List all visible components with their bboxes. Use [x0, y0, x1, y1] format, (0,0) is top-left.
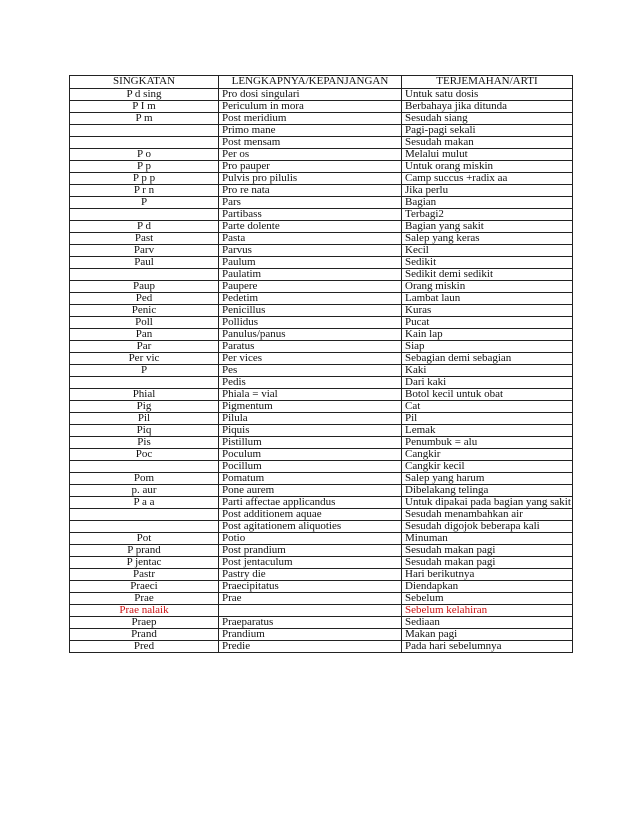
table-row: [70, 557, 573, 569]
cell-full-form: Phiala = vial: [219, 389, 402, 401]
cell-meaning: Bagian yang sakit: [402, 221, 573, 233]
header-full-form: LENGKAPNYA/KEPANJANGAN: [219, 76, 402, 89]
cell-abbreviation: [70, 377, 219, 389]
cell-meaning: Hari berikutnya: [402, 569, 573, 581]
table-row: [70, 221, 573, 233]
cell-meaning: Kaki: [402, 365, 573, 377]
table-row: [70, 485, 573, 497]
table-header: [70, 76, 573, 89]
cell-abbreviation: P: [70, 197, 219, 209]
cell-abbreviation: P p: [70, 161, 219, 173]
table-row: [70, 449, 573, 461]
cell-abbreviation: Pis: [70, 437, 219, 449]
cell-abbreviation: [70, 461, 219, 473]
cell-meaning: Pucat: [402, 317, 573, 329]
table-row: [70, 365, 573, 377]
cell-full-form: Per os: [219, 149, 402, 161]
cell-abbreviation: Poll: [70, 317, 219, 329]
cell-abbreviation: Pom: [70, 473, 219, 485]
table-row: [70, 593, 573, 605]
header-meaning: TERJEMAHAN/ARTI: [402, 76, 573, 89]
table-row: [70, 257, 573, 269]
cell-abbreviation: Phial: [70, 389, 219, 401]
table-row: [70, 605, 573, 617]
cell-abbreviation: [70, 269, 219, 281]
cell-meaning: Salep yang harum: [402, 473, 573, 485]
cell-abbreviation: [70, 125, 219, 137]
cell-abbreviation: P p p: [70, 173, 219, 185]
cell-full-form: Pilula: [219, 413, 402, 425]
table-row: [70, 185, 573, 197]
cell-full-form: Paulum: [219, 257, 402, 269]
cell-full-form: Parti affectae applicandus: [219, 497, 402, 509]
table-row: [70, 461, 573, 473]
cell-meaning: Sebelum: [402, 593, 573, 605]
cell-abbreviation: Pan: [70, 329, 219, 341]
cell-full-form: Prandium: [219, 629, 402, 641]
cell-full-form: Pone aurem: [219, 485, 402, 497]
cell-meaning: Sediaan: [402, 617, 573, 629]
cell-full-form: Piquis: [219, 425, 402, 437]
cell-meaning: Sesudah makan: [402, 137, 573, 149]
cell-abbreviation: P o: [70, 149, 219, 161]
cell-abbreviation: Penic: [70, 305, 219, 317]
cell-abbreviation: P prand: [70, 545, 219, 557]
cell-full-form: Prae: [219, 593, 402, 605]
cell-meaning: Lambat laun: [402, 293, 573, 305]
table-row: [70, 269, 573, 281]
cell-abbreviation: Prae nalaik: [70, 605, 219, 617]
cell-meaning: Bagian: [402, 197, 573, 209]
cell-full-form: Pistillum: [219, 437, 402, 449]
cell-full-form: Pars: [219, 197, 402, 209]
cell-meaning: Camp succus +radix aa: [402, 173, 573, 185]
cell-meaning: Sesudah siang: [402, 113, 573, 125]
cell-abbreviation: Per vic: [70, 353, 219, 365]
table-row: [70, 413, 573, 425]
cell-meaning: Sebagian demi sebagian: [402, 353, 573, 365]
table-row: [70, 521, 573, 533]
cell-full-form: Praecipitatus: [219, 581, 402, 593]
cell-abbreviation: Prand: [70, 629, 219, 641]
cell-meaning: Untuk orang miskin: [402, 161, 573, 173]
table-body: [70, 89, 573, 653]
table-row: [70, 437, 573, 449]
cell-meaning: Dari kaki: [402, 377, 573, 389]
cell-full-form: Potio: [219, 533, 402, 545]
cell-meaning: Sesudah digojok beberapa kali: [402, 521, 573, 533]
cell-abbreviation: Past: [70, 233, 219, 245]
cell-meaning: Sesudah makan pagi: [402, 545, 573, 557]
cell-meaning: Diendapkan: [402, 581, 573, 593]
cell-full-form: Pasta: [219, 233, 402, 245]
cell-abbreviation: Pig: [70, 401, 219, 413]
cell-abbreviation: [70, 521, 219, 533]
table-row: [70, 305, 573, 317]
cell-meaning: Sesudah makan pagi: [402, 557, 573, 569]
table-row: [70, 389, 573, 401]
cell-full-form: Pulvis pro pilulis: [219, 173, 402, 185]
cell-full-form: Predie: [219, 641, 402, 653]
cell-meaning: Penumbuk = alu: [402, 437, 573, 449]
cell-full-form: Primo mane: [219, 125, 402, 137]
cell-abbreviation: Praeci: [70, 581, 219, 593]
table-row: [70, 581, 573, 593]
cell-meaning: Cangkir: [402, 449, 573, 461]
cell-abbreviation: Par: [70, 341, 219, 353]
table-row: [70, 149, 573, 161]
cell-full-form: Periculum in mora: [219, 101, 402, 113]
table-row: [70, 545, 573, 557]
cell-full-form: Paupere: [219, 281, 402, 293]
cell-meaning: Dibelakang telinga: [402, 485, 573, 497]
cell-full-form: Post meridium: [219, 113, 402, 125]
cell-abbreviation: P: [70, 365, 219, 377]
table-row: [70, 617, 573, 629]
table-row: [70, 329, 573, 341]
cell-abbreviation: p. aur: [70, 485, 219, 497]
cell-abbreviation: Paup: [70, 281, 219, 293]
cell-meaning: Makan pagi: [402, 629, 573, 641]
cell-abbreviation: Piq: [70, 425, 219, 437]
cell-full-form: Poculum: [219, 449, 402, 461]
cell-abbreviation: Pot: [70, 533, 219, 545]
cell-abbreviation: P d: [70, 221, 219, 233]
cell-full-form: Penicillus: [219, 305, 402, 317]
cell-full-form: Panulus/panus: [219, 329, 402, 341]
cell-abbreviation: [70, 209, 219, 221]
cell-abbreviation: [70, 509, 219, 521]
cell-full-form: Partibass: [219, 209, 402, 221]
cell-meaning: Cat: [402, 401, 573, 413]
cell-meaning: Sebelum kelahiran: [402, 605, 573, 617]
table-row: [70, 425, 573, 437]
cell-full-form: Post agitationem aliquoties: [219, 521, 402, 533]
cell-meaning: Untuk dipakai pada bagian yang sakit: [402, 497, 573, 509]
cell-meaning: Sedikit: [402, 257, 573, 269]
cell-abbreviation: P d sing: [70, 89, 219, 101]
cell-abbreviation: Pil: [70, 413, 219, 425]
table-row: [70, 473, 573, 485]
table-row: [70, 173, 573, 185]
cell-abbreviation: P I m: [70, 101, 219, 113]
cell-abbreviation: Paul: [70, 257, 219, 269]
cell-meaning: Pil: [402, 413, 573, 425]
table-row: [70, 533, 573, 545]
cell-abbreviation: Poc: [70, 449, 219, 461]
cell-meaning: Lemak: [402, 425, 573, 437]
table-row: [70, 509, 573, 521]
cell-abbreviation: Pastr: [70, 569, 219, 581]
table-row: [70, 113, 573, 125]
cell-full-form: Paratus: [219, 341, 402, 353]
table-row: [70, 233, 573, 245]
cell-full-form: Pedis: [219, 377, 402, 389]
cell-full-form: Per vices: [219, 353, 402, 365]
cell-full-form: Pigmentum: [219, 401, 402, 413]
table-row: [70, 353, 573, 365]
table-row: [70, 197, 573, 209]
cell-meaning: Kecil: [402, 245, 573, 257]
table-row: [70, 401, 573, 413]
cell-meaning: Berbahaya jika ditunda: [402, 101, 573, 113]
cell-meaning: Sedikit demi sedikit: [402, 269, 573, 281]
cell-full-form: Post jentaculum: [219, 557, 402, 569]
cell-abbreviation: Prae: [70, 593, 219, 605]
cell-abbreviation: Praep: [70, 617, 219, 629]
abbreviation-table: [69, 75, 573, 653]
table-row: [70, 497, 573, 509]
table-row: [70, 101, 573, 113]
cell-full-form: Parvus: [219, 245, 402, 257]
cell-full-form: Praeparatus: [219, 617, 402, 629]
cell-meaning: Cangkir kecil: [402, 461, 573, 473]
cell-full-form: Post prandium: [219, 545, 402, 557]
table-row: [70, 377, 573, 389]
cell-full-form: Pocillum: [219, 461, 402, 473]
cell-abbreviation: Ped: [70, 293, 219, 305]
table-row: [70, 245, 573, 257]
cell-abbreviation: [70, 137, 219, 149]
cell-full-form: Pro re nata: [219, 185, 402, 197]
cell-abbreviation: P a a: [70, 497, 219, 509]
cell-meaning: Salep yang keras: [402, 233, 573, 245]
cell-full-form: Post additionem aquae: [219, 509, 402, 521]
cell-full-form: Pollidus: [219, 317, 402, 329]
table-row: [70, 641, 573, 653]
cell-full-form: Pes: [219, 365, 402, 377]
cell-meaning: Terbagi2: [402, 209, 573, 221]
table-row: [70, 209, 573, 221]
table-row: [70, 89, 573, 101]
cell-meaning: Sesudah menambahkan air: [402, 509, 573, 521]
table-row: [70, 629, 573, 641]
cell-full-form: Pastry die: [219, 569, 402, 581]
cell-full-form: Pro pauper: [219, 161, 402, 173]
table-row: [70, 125, 573, 137]
cell-meaning: Pagi-pagi sekali: [402, 125, 573, 137]
header-row: [70, 76, 573, 89]
table-row: [70, 161, 573, 173]
cell-meaning: Kain lap: [402, 329, 573, 341]
header-abbreviation: SINGKATAN: [70, 76, 219, 89]
cell-full-form: Post mensam: [219, 137, 402, 149]
cell-full-form: [219, 605, 402, 617]
cell-full-form: Pomatum: [219, 473, 402, 485]
cell-meaning: Pada hari sebelumnya: [402, 641, 573, 653]
table-row: [70, 341, 573, 353]
table-row: [70, 137, 573, 149]
cell-meaning: Untuk satu dosis: [402, 89, 573, 101]
cell-meaning: Jika perlu: [402, 185, 573, 197]
table-row: [70, 317, 573, 329]
cell-abbreviation: P jentac: [70, 557, 219, 569]
cell-full-form: Pro dosi singulari: [219, 89, 402, 101]
cell-meaning: Orang miskin: [402, 281, 573, 293]
cell-abbreviation: Pred: [70, 641, 219, 653]
cell-meaning: Melalui mulut: [402, 149, 573, 161]
cell-meaning: Minuman: [402, 533, 573, 545]
table-row: [70, 293, 573, 305]
cell-full-form: Paulatim: [219, 269, 402, 281]
table-row: [70, 281, 573, 293]
cell-full-form: Pedetim: [219, 293, 402, 305]
cell-meaning: Botol kecil untuk obat: [402, 389, 573, 401]
cell-full-form: Parte dolente: [219, 221, 402, 233]
table-row: [70, 569, 573, 581]
cell-abbreviation: Parv: [70, 245, 219, 257]
cell-abbreviation: P m: [70, 113, 219, 125]
cell-abbreviation: P r n: [70, 185, 219, 197]
cell-meaning: Siap: [402, 341, 573, 353]
cell-meaning: Kuras: [402, 305, 573, 317]
